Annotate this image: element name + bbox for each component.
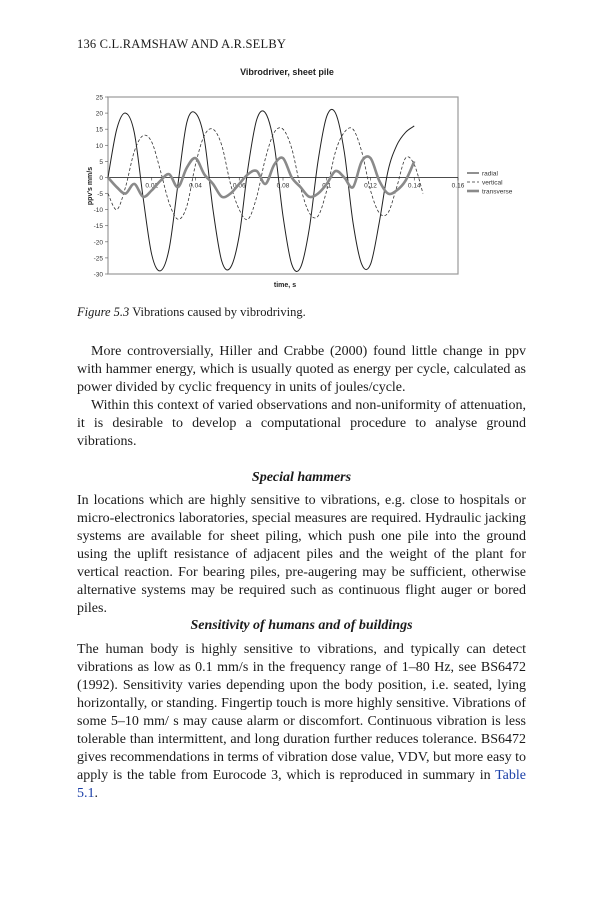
- section-sensitivity-body: [77, 641, 526, 803]
- chart-title: Vibrodriver, sheet pile: [240, 67, 334, 77]
- figure-caption: [77, 305, 306, 320]
- x-tick-label: 0.04: [189, 182, 202, 190]
- intro-paragraphs: [77, 343, 526, 451]
- paragraph-3: In locations which are highly sensitive to vibrations, e.g. close to hospitals or micro-electronics laboratories, special measures are required. Hydraulic jacking systems are available for sheet piling, which push one pile into the ground using the uplift resistance of adjacent piles and the weight of the plant for vertical reaction. For bearing piles, pre-augering may be sufficient, otherwise alternative systems may be required such as continuous flight auger or bored piles.: [77, 493, 526, 616]
- y-tick-label: -10: [93, 207, 103, 215]
- y-tick-label: 15: [95, 126, 103, 134]
- section-special-hammers-body: [77, 492, 526, 618]
- y-tick-label: -5: [97, 191, 103, 199]
- y-tick-label: 25: [95, 94, 103, 102]
- x-tick-label: 0.1: [322, 182, 332, 190]
- caption-text: Vibrations caused by vibrodriving.: [129, 305, 306, 319]
- x-tick-label: 0.12: [364, 182, 377, 190]
- running-header: 136 C.L.RAMSHAW AND A.R.SELBY: [77, 37, 287, 51]
- y-tick-label: 10: [95, 142, 103, 150]
- section-heading-special-hammers: Special hammers: [251, 470, 352, 485]
- x-tick-label: 0.14: [407, 182, 421, 190]
- y-tick-label: -15: [93, 223, 103, 231]
- paragraph-4-end: .: [94, 786, 98, 801]
- y-tick-label: 0: [99, 174, 103, 182]
- vibration-chart: [77, 60, 532, 292]
- section-heading-sensitivity: Sensitivity of humans and of buildings: [190, 618, 413, 633]
- table-5-1-link[interactable]: Table 5.1: [77, 768, 526, 801]
- figure-chart: [77, 60, 532, 292]
- paragraph-4: [77, 641, 526, 803]
- y-tick-label: -30: [93, 271, 103, 279]
- legend-label-vertical: vertical: [482, 179, 503, 187]
- y-tick-label: -25: [93, 255, 103, 263]
- x-tick-label: 0.08: [276, 182, 290, 190]
- x-tick-label: 0.06: [232, 182, 246, 190]
- legend-label-transverse: transverse: [482, 188, 513, 196]
- x-tick-label: 0.02: [145, 182, 159, 190]
- y-tick-label: -20: [93, 239, 103, 247]
- x-tick-label: 0.16: [451, 182, 465, 190]
- chart-legend: [467, 171, 513, 196]
- paragraph-1: More controversially, Hiller and Crabbe (2000) found little change in ppv with hammer energy, which is usually quoted as energy per cycle, calculated as power divided by cyclic frequency in units of joules/cycle.: [77, 344, 526, 395]
- y-axis-label: ppv's mm/s: [87, 166, 94, 206]
- paragraph-2: Within this context of varied observations and non-uniformity of attenuation, it is desirable to develop a computational procedure to analyse ground vibrations.: [77, 398, 526, 449]
- x-axis-label: time, s: [273, 282, 297, 289]
- caption-label: Figure 5.3: [77, 305, 130, 319]
- y-tick-label: 5: [99, 158, 103, 166]
- y-tick-label: 20: [95, 110, 103, 118]
- paragraph-4-text: The human body is highly sensitive to vibrations, and typically can detect vibrations as low as 0.1 mm/s in the frequency range of 1–80 Hz, see BS6472 (1992). Sensitivity varies depending upon the body position, i.e. seated, lying horizontally, or standing. Fingertip touch is more highly sensitive. Vibrations of some 5–10 mm/ s may cause alarm or discomfort. Continuous vibration is less tolerable than intermittent, and long duration further reduces tolerance. BS6472 gives recommendations in terms of vibration dose value, VDV, but more easy to apply is the table from Eurocode 3, which is reproduced in summary in: [77, 642, 526, 783]
- legend-label-radial: radial: [482, 170, 498, 178]
